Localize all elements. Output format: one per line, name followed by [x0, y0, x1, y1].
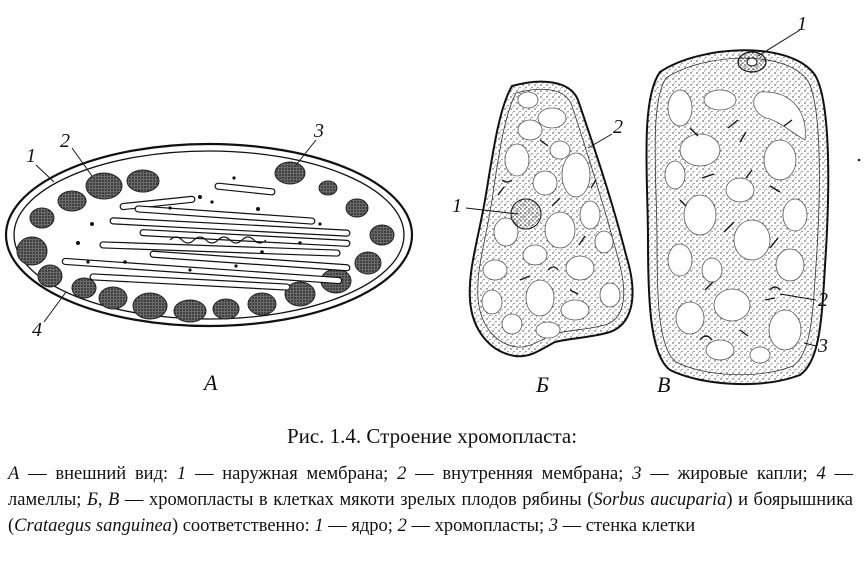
panel-label-b: Б [536, 372, 549, 397]
label-a-1: 1 [26, 145, 36, 167]
caption-segment: — ядро; [323, 516, 398, 536]
label-b-2: 2 [613, 116, 623, 138]
label-c-2: 2 [818, 289, 828, 311]
caption-segment: Б [86, 490, 98, 510]
caption-segment: ) соответственно: [171, 516, 315, 536]
caption-segment: 3 [632, 464, 642, 484]
caption-segment: 2 [397, 516, 407, 536]
panel-label-a: А [204, 370, 218, 395]
label-a-2: 2 [60, 130, 70, 152]
label-a-4: 4 [32, 319, 42, 341]
caption-segment: — жировые капли; [641, 464, 817, 484]
panel-label-c: В [657, 372, 671, 397]
caption-segment: — хромопласты; [406, 516, 549, 536]
label-c-3: 3 [818, 335, 828, 357]
caption-segment: 1 [314, 516, 324, 536]
caption-segment: 1 [176, 464, 187, 484]
caption-segment: — внешний вид: [19, 464, 177, 484]
caption-segment: — наружная мембрана; [186, 464, 398, 484]
label-b-1: 1 [452, 195, 462, 217]
caption-segment: 3 [548, 516, 559, 536]
caption-segment: В [108, 490, 120, 510]
caption-segment: — стенка клетки [558, 516, 696, 536]
speck [858, 159, 861, 162]
caption-segment: 2 [397, 464, 407, 484]
caption-segment: Sorbus aucuparia [593, 490, 727, 510]
label-c-1: 1 [797, 13, 807, 35]
caption-segment: А [8, 464, 20, 484]
cell-diagram-c [646, 30, 828, 384]
caption-segment: , [97, 490, 109, 510]
caption-segment: — ламеллы; [8, 464, 853, 510]
chromoplast-diagram-a [6, 140, 412, 326]
label-a-3: 3 [314, 120, 324, 142]
nucleus-c [738, 52, 766, 72]
caption-segment: — внутренняя мембрана; [406, 464, 633, 484]
caption-segment: 4 [816, 464, 826, 484]
caption-segment: ) и боярышника ( [8, 490, 853, 536]
caption-segment: Crataegus sanguinea [14, 516, 172, 536]
caption-segment: — хромопласты в клетках мякоти зрелых плодов рябины ( [119, 490, 594, 510]
caption-body [8, 461, 853, 539]
caption-title: Рис. 1.4. Строение хромопласта: [286, 424, 578, 448]
cell-diagram-b [466, 82, 633, 357]
